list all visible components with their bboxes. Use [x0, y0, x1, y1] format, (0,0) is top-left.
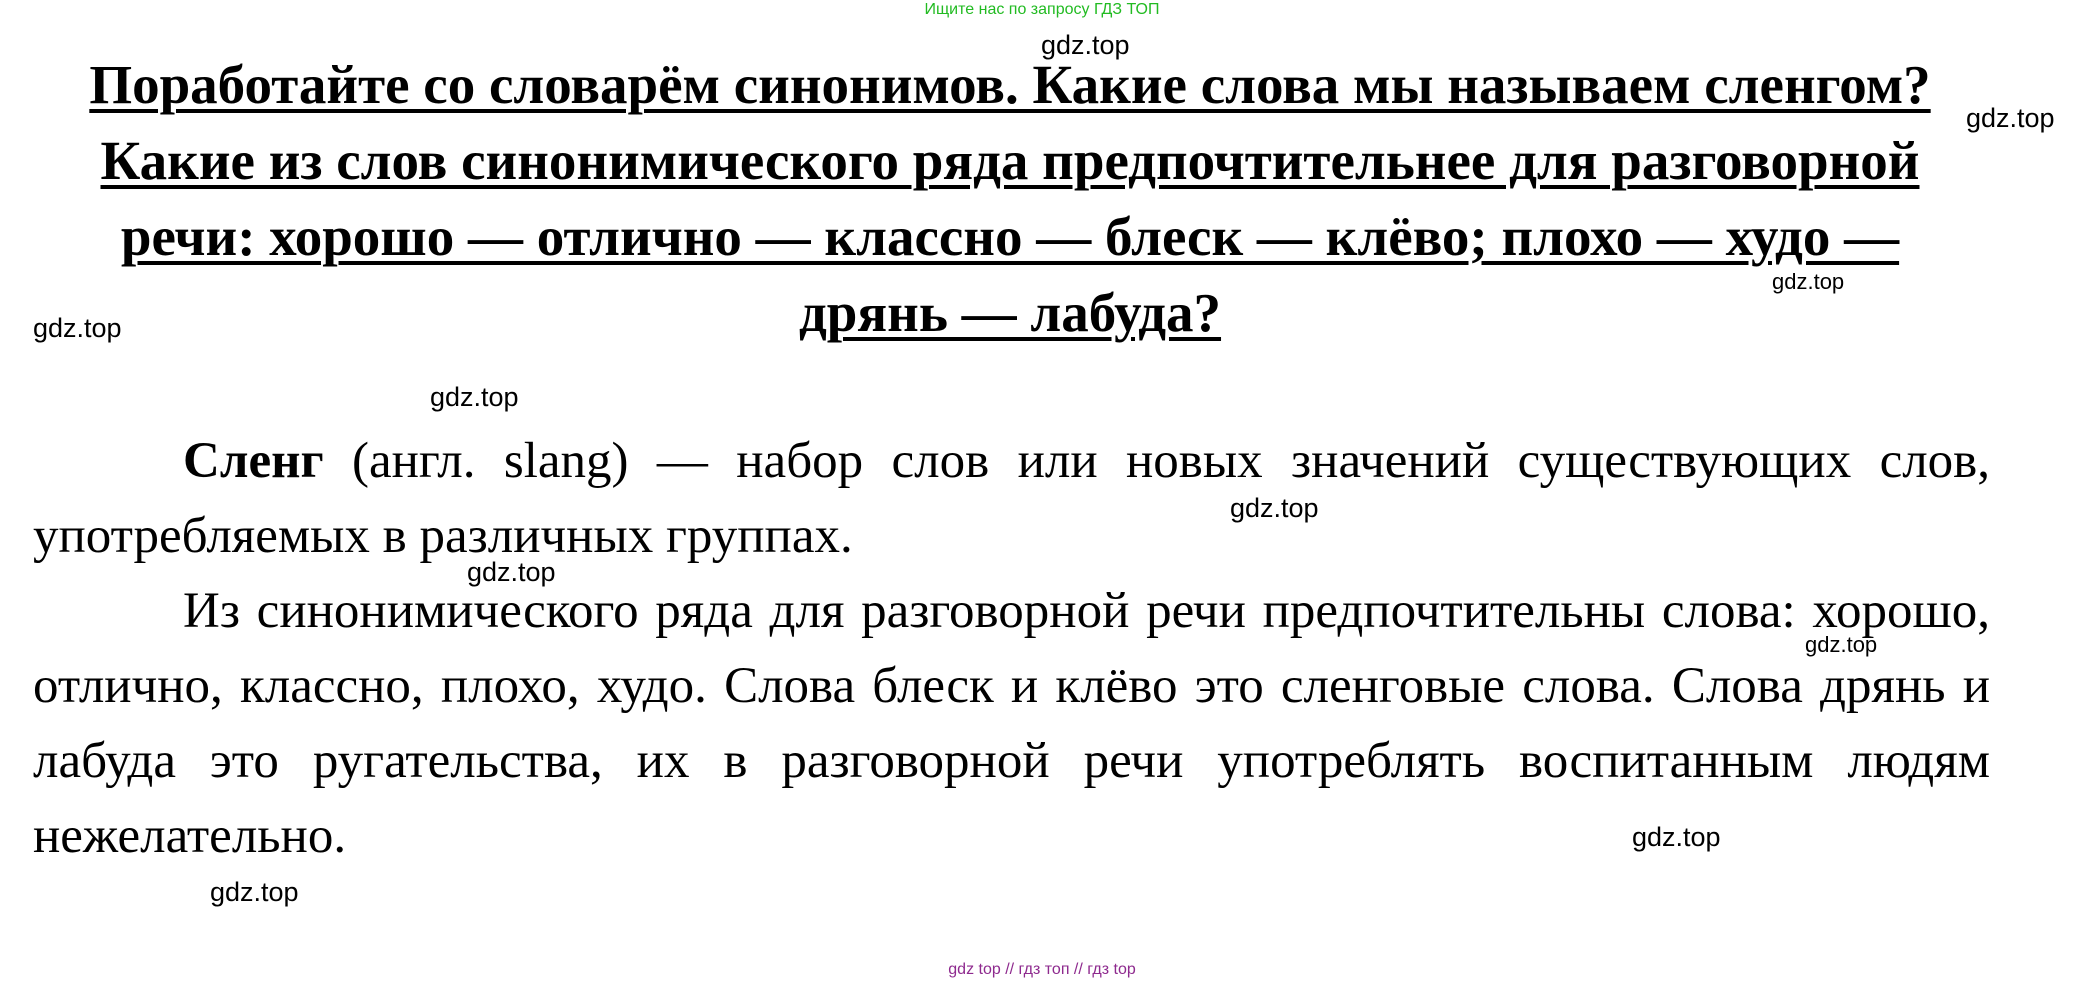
watermark: gdz.top: [1805, 632, 1878, 657]
watermark: gdz.top: [1772, 269, 1845, 294]
watermark: gdz.top: [430, 382, 519, 412]
footer-watermark: gdz top // гдз топ // гдз top: [948, 961, 1136, 978]
slang-term: Сленг: [183, 433, 324, 489]
watermark: gdz.top: [1230, 493, 1319, 523]
answer-block: [33, 424, 1990, 874]
watermark: gdz.top: [1041, 30, 1130, 60]
watermark: gdz.top: [210, 877, 299, 907]
slang-definition-paragraph: [33, 424, 1990, 574]
watermark: gdz.top: [1632, 822, 1721, 852]
exercise-question: Поработайте со словарём синонимов. Какие слова мы называем сленгом? Какие из слов синонимического ряда предпочтительнее для разговорной речи: хорошо — отлично — классно — блеск — клёво; плохо — худо — дрянь — лабуда?: [89, 54, 1931, 343]
search-banner: Ищите нас по запросу ГДЗ ТОП: [924, 1, 1160, 18]
slang-definition: (англ. slang) — набор слов или новых значений существующих слов, употребляемых в различных группах.: [33, 433, 1990, 564]
watermark: gdz.top: [1966, 103, 2055, 133]
synonym-explanation-paragraph: Из синонимического ряда для разговорной речи предпочтительны слова: хорошо, отлично, классно, плохо, худо. Слова блеск и клёво это сленговые слова. Слова дрянь и лабуда это ругательства, их в разговорной речи употреблять воспитанным людям нежелательно.: [33, 583, 1990, 864]
watermark: gdz.top: [467, 557, 556, 587]
watermark: gdz.top: [33, 313, 122, 343]
